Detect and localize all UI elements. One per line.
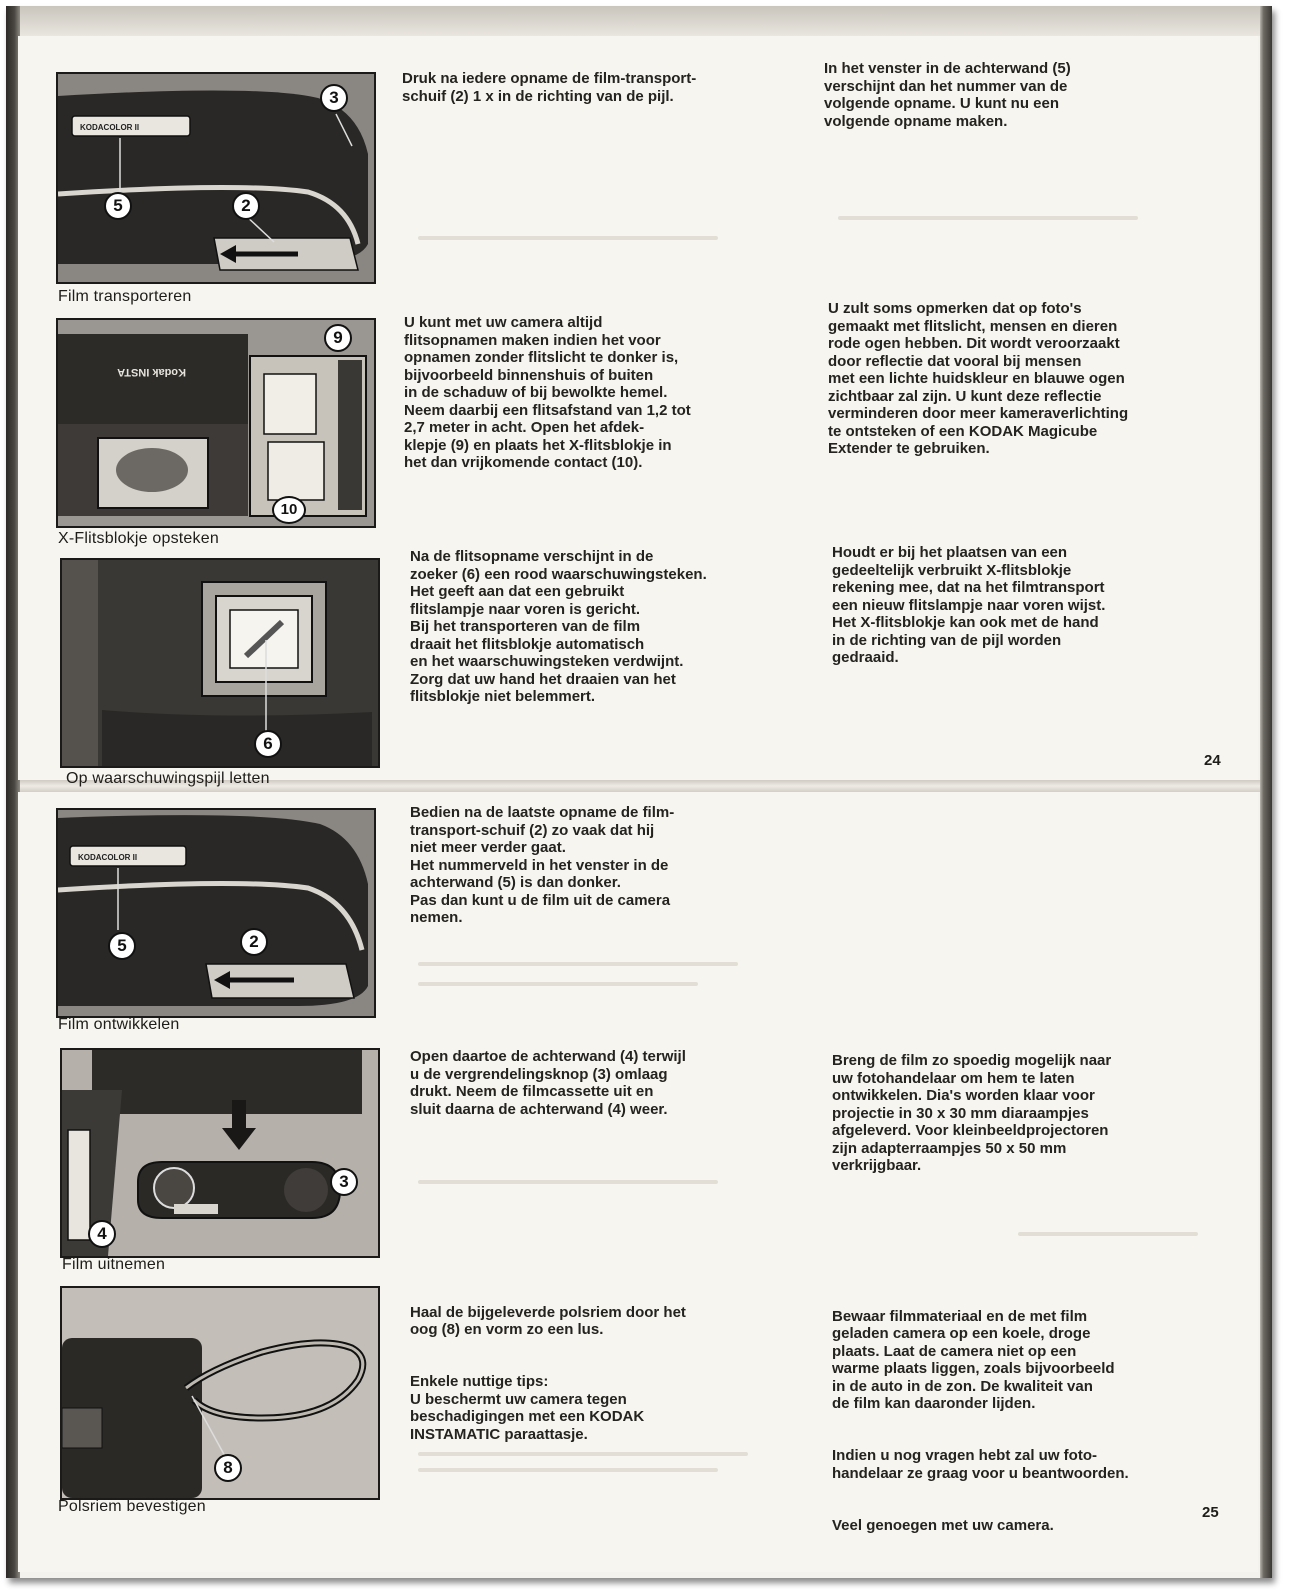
film-label-text: KODACOLOR II: [78, 853, 138, 862]
text-remove-right: [832, 1052, 1212, 1175]
text-warning-right: [832, 544, 1192, 667]
bleed-through: [1018, 1232, 1198, 1236]
text-flash-right-body: U zult soms opmerken dat op foto's gemaakt met flitslicht, mensen en dieren rode ogen hebben. Dit wordt veroorzaakt door reflectie dat vooral bij mensen met een lichte huidskleur en blauwe ogen zichtbaar zal zijn. U kunt deze reflectie verminderen door meer kameraverlichting te ontsteken of een KODAK Magicube Extender te gebruiken.: [828, 300, 1129, 457]
text-develop-left-body: Bedien na de laatste opname de film- transport-schuif (2) zo vaak dat hij niet meer verder gaat. Het nummerveld in het venster in de achterwand (5) is dan donker. Pas dan kunt u de film uit de camera nemen.: [410, 804, 675, 926]
caption-x-flitsblokje-opsteken: X-Flitsblokje opsteken: [58, 530, 219, 547]
text-remove-left-body: Open daartoe de achterwand (4) terwijl u de vergrendelingsknop (3) omlaag drukt. Neem de filmcassette uit en sluit daarna de achterwand (4) weer.: [410, 1048, 686, 1118]
binding-edge-right: [1260, 6, 1272, 1578]
callout-2: 2: [240, 928, 268, 956]
text-warning-right-body: Houdt er bij het plaatsen van een gedeeltelijk verbruikt X-flitsblokje rekening mee, dat na het filmtransport een nieuw flitslampje naar voren wijst. Het X-flitsblokje kan ook met de hand in de richting van de pijl worden gedraaid.: [832, 544, 1106, 666]
caption-film-ontwikkelen: Film ontwikkelen: [58, 1016, 180, 1033]
camera-back-illustration-2: [58, 810, 374, 1016]
bleed-through: [418, 982, 698, 986]
callout-6: 6: [254, 730, 282, 758]
bleed-through: [418, 236, 718, 240]
text-strap-left: [410, 1286, 790, 1461]
bleed-through: [418, 1180, 718, 1184]
text-transport-left-body: Druk na iedere opname de film-transport- schuif (2) 1 x in de richting van de pijl.: [402, 70, 697, 105]
text-strap-left-p2: Enkele nuttige tips: U beschermt uw camera tegen beschadigingen met een KODAK INSTAMATIC paraattasje.: [410, 1373, 645, 1443]
page-25: [18, 792, 1258, 1572]
text-develop-left: [410, 804, 790, 927]
text-strap-right-p3: Veel genoegen met uw camera.: [832, 1516, 1054, 1534]
text-strap-right: [832, 1290, 1222, 1552]
viewfinder-illustration: [62, 560, 378, 766]
bleed-through: [838, 216, 1138, 220]
callout-8: 8: [214, 1454, 242, 1482]
text-strap-right-p1: Bewaar filmmateriaal en de met film geladen camera op een koele, droge plaats. Laat de camera niet op een warme plaats liggen, zoals bijvoorbeeld in de auto in de zon. De kwaliteit van de film kan daaronder lijden.: [832, 1307, 1115, 1412]
figure-wrist-strap: [60, 1286, 380, 1500]
text-flash-left-body: U kunt met uw camera altijd flitsopnamen maken indien het voor opnamen zonder flitslicht te donker is, bijvoorbeeld binnenshuis of buiten in de schaduw of bij bewolkte hemel. Neem daarbij een flitsafstand van 1,2 tot 2,7 meter in acht. Open het afdek- klepje (9) en plaats het X-flitsblokje in het dan vrijkomende contact (10).: [404, 314, 691, 471]
callout-5: 5: [108, 932, 136, 960]
caption-op-waarschuwingspijl-letten: Op waarschuwingspijl letten: [66, 770, 270, 787]
callout-10: 10: [272, 496, 306, 524]
text-remove-left: [410, 1048, 790, 1118]
text-warning-left: [410, 548, 790, 706]
figure-film-transport: [56, 72, 376, 284]
film-label-text: KODACOLOR II: [80, 123, 140, 132]
figure-warning-arrow: [60, 558, 380, 768]
callout-3: 3: [330, 1168, 358, 1196]
page-number-25: 25: [1202, 1504, 1219, 1521]
bleed-through: [418, 962, 738, 966]
scanned-booklet: [6, 6, 1272, 1578]
flashcube-illustration: [58, 320, 374, 526]
callout-9: 9: [324, 324, 352, 352]
page-number-24: 24: [1204, 752, 1221, 769]
camera-brand-text: Kodak INSTA: [117, 366, 186, 378]
page-24: [18, 36, 1258, 787]
page-top-edge: [20, 6, 1260, 36]
caption-film-uitnemen: Film uitnemen: [62, 1256, 166, 1273]
caption-polsriem-bevestigen: Polsriem bevestigen: [58, 1498, 206, 1515]
callout-3: 3: [320, 84, 348, 112]
figure-film-remove: [60, 1048, 380, 1258]
callout-2: 2: [232, 192, 260, 220]
callout-5: 5: [104, 192, 132, 220]
text-transport-right: [824, 60, 1204, 130]
text-remove-right-body: Breng de film zo spoedig mogelijk naar uw fotohandelaar om hem te laten ontwikkelen. Dia's worden klaar voor projectie in 30 x 30 mm diaraampjes afgeleverd. Voor kleinbeeldprojectoren zijn adapterraampjes 50 x 50 mm verkrijgbaar.: [832, 1052, 1112, 1174]
figure-flash-cube: [56, 318, 376, 528]
text-strap-left-p1: Haal de bijgeleverde polsriem door het oog (8) en vorm zo een lus.: [410, 1303, 686, 1338]
text-flash-left: [404, 314, 784, 472]
callout-4: 4: [88, 1220, 116, 1248]
text-warning-left-body: Na de flitsopname verschijnt in de zoeker (6) een rood waarschuwingsteken. Het geeft aan dat een gebruikt flitslampje naar voren is gericht. Bij het transporteren van de film draait het flitsblokje automatisch en het waarschuwingsteken verdwijnt. Zorg dat uw hand het draaien van het flitsblokje niet belemmert.: [410, 548, 707, 705]
text-flash-right: [828, 300, 1218, 458]
text-strap-right-p2: Indien u nog vragen hebt zal uw foto- handelaar ze graag voor u beantwoorden.: [832, 1447, 1129, 1482]
text-transport-right-body: In het venster in de achterwand (5) verschijnt dan het nummer van de volgende opname. U kunt nu een volgende opname maken.: [824, 60, 1071, 130]
bleed-through: [418, 1452, 748, 1456]
figure-film-develop: [56, 808, 376, 1018]
bleed-through: [418, 1468, 718, 1472]
caption-film-transporteren: Film transporteren: [58, 288, 192, 305]
text-transport-left: [402, 70, 782, 105]
